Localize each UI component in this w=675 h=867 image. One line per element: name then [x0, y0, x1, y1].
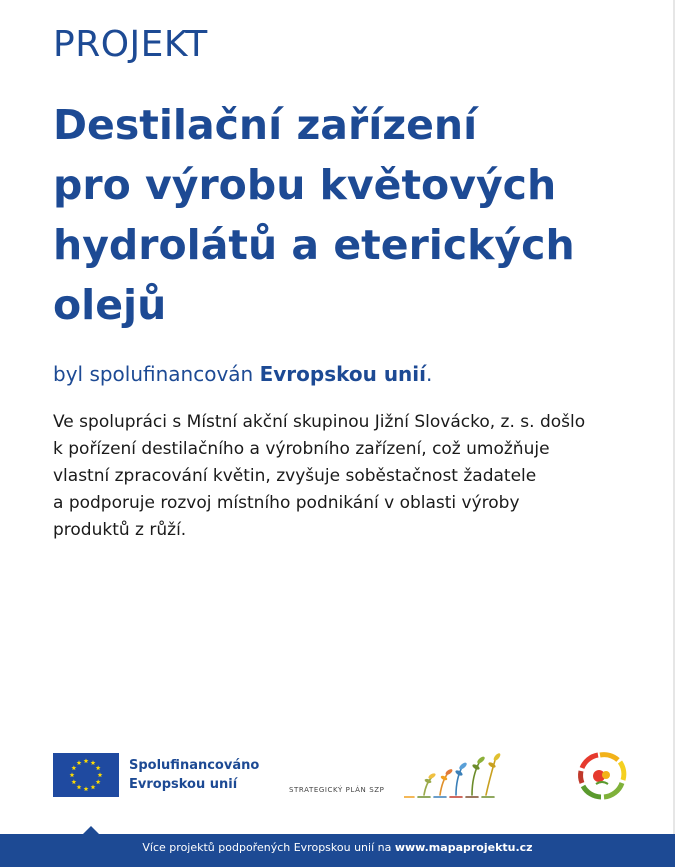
description-line: vlastní zpracování květin, zvyšuje soběstačnost žadatele: [53, 466, 537, 486]
footer-bar: [0, 834, 675, 867]
eu-star-icon: [84, 786, 89, 791]
eu-flag-icon: [53, 753, 119, 797]
eu-star-icon: [71, 765, 76, 770]
eu-star-icon: [91, 785, 96, 790]
title-line: olejů: [53, 281, 167, 329]
eu-star-icon: [96, 765, 101, 770]
eu-star-icon: [70, 772, 75, 777]
project-description: [53, 409, 653, 544]
title-line: Destilační zařízení: [53, 101, 478, 149]
description-line: Ve spolupráci s Místní akční skupinou Jižní Slovácko, z. s. došlo: [53, 412, 586, 432]
kicker-label: PROJEKT: [53, 24, 208, 65]
eu-star-icon: [98, 772, 103, 777]
footer-text: Více projektů podpořených Evropskou unií na: [142, 841, 395, 854]
description-line: k pořízení destilačního a výrobního zařízení, což umožňuje: [53, 439, 550, 459]
szp-label: STRATEGICKÝ PLÁN SZP: [289, 786, 385, 794]
eu-star-icon: [84, 758, 89, 763]
cofunding-suffix: .: [426, 362, 433, 386]
eu-star-icon: [77, 760, 82, 765]
eu-cofunded-label: [129, 756, 259, 794]
cofunding-statement: [53, 362, 432, 386]
eu-stars-icon: [53, 753, 119, 797]
mas-jizni-slovacko-logo: [574, 748, 630, 804]
eu-star-icon: [77, 785, 82, 790]
title-line: hydrolátů a eterických: [53, 221, 575, 269]
szp-plants-icon: [404, 753, 504, 801]
eu-star-icon: [71, 779, 76, 784]
eu-star-icon: [91, 760, 96, 765]
eu-label-line: Evropskou unií: [129, 777, 238, 792]
cofunding-highlight: Evropskou unií: [259, 362, 427, 386]
eu-label-line: Spolufinancováno: [129, 758, 260, 773]
description-line: a podporuje rozvoj místního podnikání v oblasti výroby: [53, 493, 520, 513]
description-line: produktů z růží.: [53, 520, 187, 540]
title-line: pro výrobu květových: [53, 161, 557, 209]
cofunding-prefix: byl spolufinancován: [53, 362, 260, 386]
footer-link[interactable]: www.mapaprojektu.cz: [394, 841, 533, 854]
project-title: [53, 95, 653, 335]
eu-star-icon: [96, 779, 101, 784]
